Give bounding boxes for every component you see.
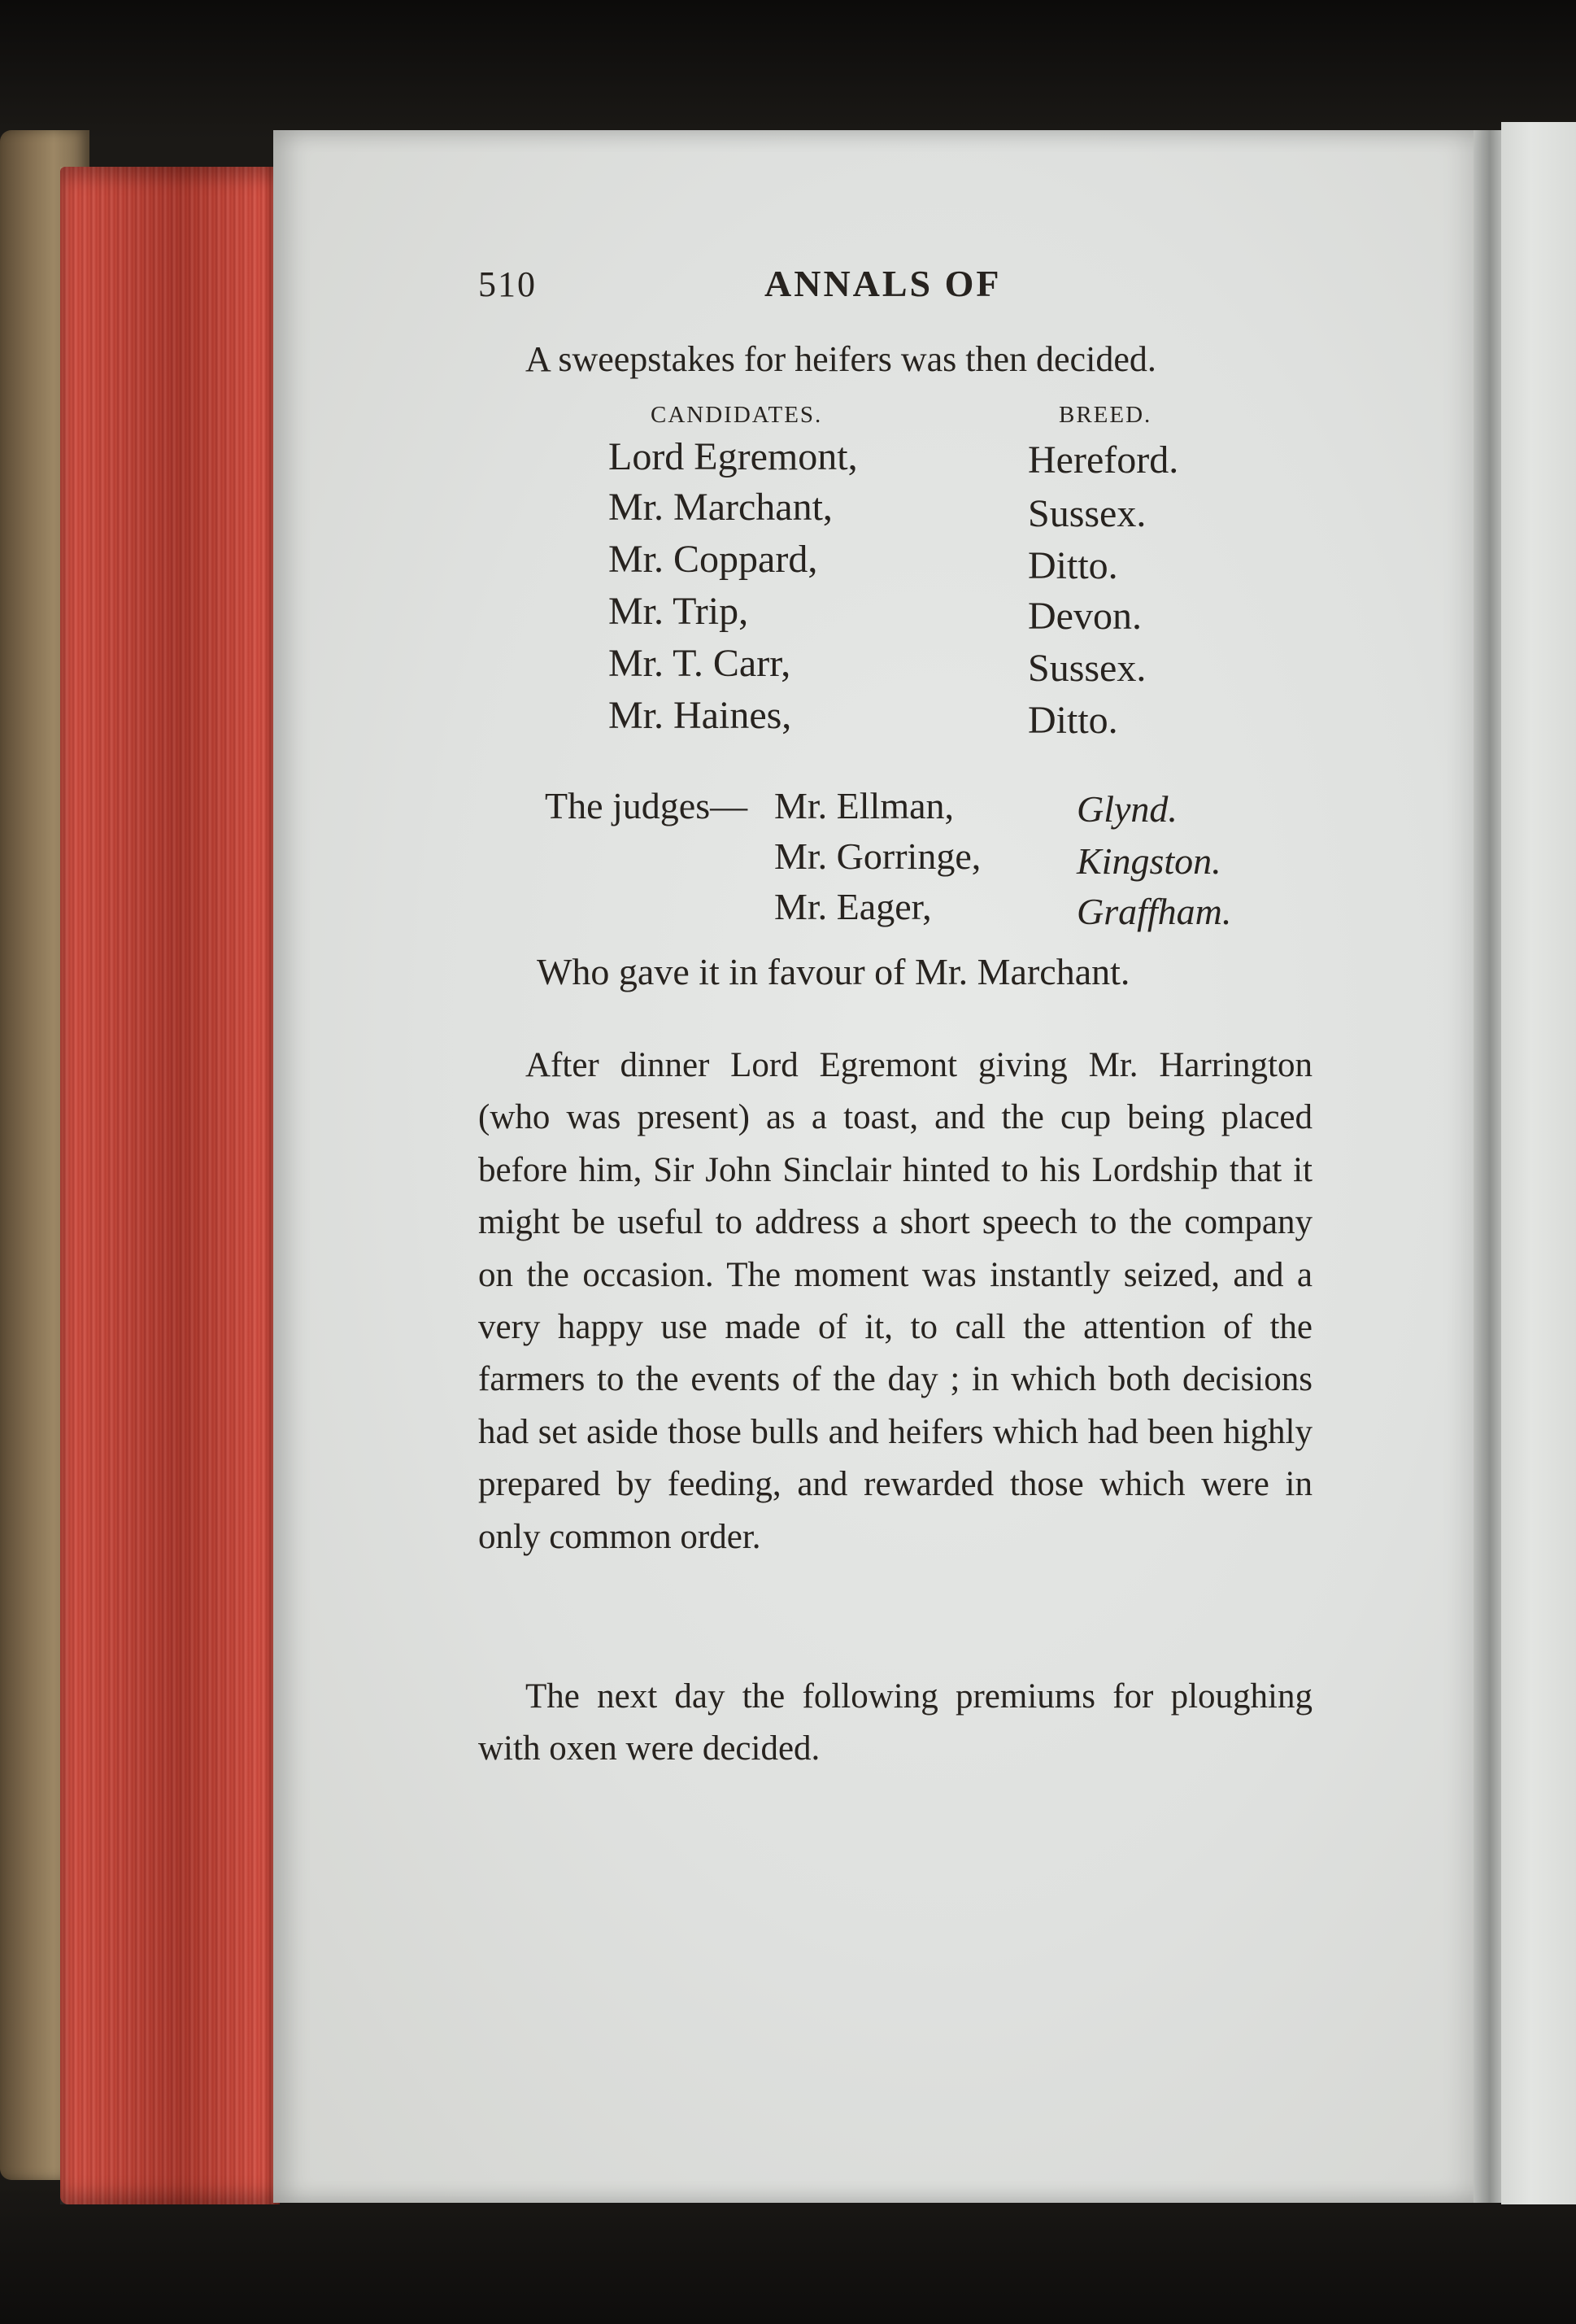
page-number: 510 bbox=[478, 264, 537, 304]
facing-page-edge bbox=[1501, 122, 1576, 2204]
candidate-name: Mr. Trip, bbox=[608, 590, 749, 633]
judges-prefix: The judges— bbox=[545, 785, 748, 826]
candidate-name: Mr. Coppard, bbox=[608, 538, 818, 581]
candidate-breed: Hereford. bbox=[1028, 438, 1179, 482]
candidate-breed: Devon. bbox=[1028, 595, 1142, 638]
judge-name: Mr. Eager, bbox=[774, 886, 932, 927]
judge-place: Graffham. bbox=[1077, 891, 1232, 932]
candidate-name: Mr. Marchant, bbox=[608, 486, 833, 529]
paragraph-after-dinner: After dinner Lord Egremont giving Mr. Harrington (who was present) as a toast, and the cup being placed before him, Sir John Sinclair hinted to his Lordship that it might be useful to address a short speech to the company on the occasion. The moment was instantly seized, and a very happy use made of it, to call the attention of the farmers to the events of the day ; in which both decisions had set aside those bulls and heifers which had been highly prepared by feeding, and rewarded those which were in only common order. bbox=[478, 1046, 1313, 1556]
paragraph-next-day: The next day the following premiums for ploughing with oxen were decided. bbox=[478, 1677, 1313, 1768]
judge-place: Glynd. bbox=[1077, 788, 1178, 830]
red-page-edges bbox=[60, 167, 280, 2204]
judge-name: Mr. Gorringe, bbox=[774, 835, 982, 877]
column-header-breed: BREED. bbox=[1059, 402, 1152, 428]
judge-name: Mr. Ellman, bbox=[774, 785, 955, 826]
candidate-breed: Ditto. bbox=[1028, 544, 1118, 587]
column-header-candidates: CANDIDATES. bbox=[651, 402, 823, 428]
intro-line: A sweepstakes for heifers was then decided. bbox=[525, 339, 1156, 379]
running-title: ANNALS OF bbox=[764, 263, 1002, 304]
candidate-breed: Ditto. bbox=[1028, 699, 1118, 742]
candidate-breed: Sussex. bbox=[1028, 492, 1147, 535]
candidate-name: Mr. T. Carr, bbox=[608, 642, 791, 685]
candidate-name: Lord Egremont, bbox=[608, 435, 858, 478]
judge-place: Kingston. bbox=[1077, 840, 1221, 882]
candidate-name: Mr. Haines, bbox=[608, 694, 792, 737]
verdict-line: Who gave it in favour of Mr. Marchant. bbox=[537, 951, 1130, 992]
candidate-breed: Sussex. bbox=[1028, 647, 1147, 690]
